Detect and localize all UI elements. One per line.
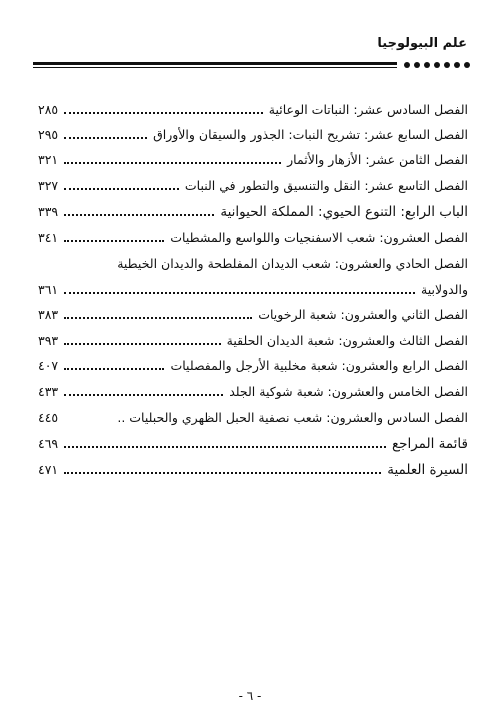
toc-entry-title: الفصل السادس والعشرون: شعب نصفية الحبل الظهري والحبليات .. xyxy=(117,410,468,425)
toc-entry xyxy=(38,146,468,168)
toc-entry-title: الباب الرابع: التنوع الحيوي: المملكة الحيوانية xyxy=(220,204,468,220)
toc-entry xyxy=(38,404,468,426)
toc-entry-page: ٢٩٥ xyxy=(38,127,59,142)
toc-entry-part xyxy=(38,198,468,220)
toc-entry xyxy=(38,378,468,400)
toc-entry-page: ٣٩٣ xyxy=(38,333,59,348)
toc-leader-dots xyxy=(64,137,147,139)
toc-leader-dots xyxy=(64,240,164,242)
toc-leader-dots xyxy=(64,446,386,448)
toc-entry-backmatter xyxy=(38,456,468,478)
toc-entry-title: الفصل الثاني والعشرون: شعبة الرخويات xyxy=(258,307,468,322)
toc-entry-title-line1: الفصل الحادي والعشرون: شعب الديدان المفلطحة والديدان الخيطية xyxy=(117,256,468,271)
toc-leader-dots xyxy=(64,188,179,190)
toc-leader-dots xyxy=(64,292,415,294)
toc-entry xyxy=(38,96,468,118)
toc-entry-page: ٢٨٥ xyxy=(38,102,59,117)
toc-entry xyxy=(38,352,468,374)
toc-entry-title: الفصل الثامن عشر: الأزهار والأثمار xyxy=(287,152,468,167)
toc-entry-title: الفصل العشرون: شعب الاسفنجيات واللواسع والمشطيات xyxy=(170,230,468,245)
page-number: - ٦ - xyxy=(238,689,262,703)
toc-entry xyxy=(38,121,468,143)
toc-entry-backmatter xyxy=(38,430,468,452)
toc-entry-title: الفصل السابع عشر: تشريح النبات: الجذور والسيقان والأوراق xyxy=(153,127,468,142)
toc-entry-page: ٤٧١ xyxy=(38,462,59,477)
toc-leader-dots xyxy=(64,343,220,345)
toc-entry xyxy=(38,301,468,323)
toc-entry-page: ٤٠٧ xyxy=(38,358,59,373)
toc-entry-title: الفصل الثالث والعشرون: شعبة الديدان الحلقية xyxy=(226,333,468,348)
toc-entry-title: السيرة العلمية xyxy=(387,462,468,478)
toc-entry-page: ٣٤١ xyxy=(38,230,59,245)
toc-entry-title: والدولابية xyxy=(421,282,468,297)
toc-entry-page: ٣٢٧ xyxy=(38,178,59,193)
toc-entry-title: الفصل السادس عشر: النباتات الوعائية xyxy=(268,102,468,117)
toc-entry xyxy=(38,276,468,298)
toc-entry-page: ٤٣٣ xyxy=(38,384,59,399)
toc-entry-title: الفصل التاسع عشر: النقل والتنسيق والتطور في النبات xyxy=(184,178,468,193)
toc-entry-title: الفصل الخامس والعشرون: شعبة شوكية الجلد xyxy=(229,384,468,399)
toc-entry-page: ٤٦٩ xyxy=(38,436,59,451)
toc-entry-page: ٣٦١ xyxy=(38,282,59,297)
toc-entry-page: ٤٤٥ xyxy=(38,410,59,425)
toc-leader-dots xyxy=(64,368,164,370)
toc-entry xyxy=(38,172,468,194)
toc-entry xyxy=(38,224,468,246)
toc-entry-title: الفصل الرابع والعشرون: شعبة مخلبية الأرجل والمفصليات xyxy=(170,358,468,373)
toc-leader-dots xyxy=(64,472,381,474)
toc-leader-dots xyxy=(64,214,214,216)
toc-entry xyxy=(38,327,468,349)
toc-leader-dots xyxy=(64,162,281,164)
toc-entry-title: قائمة المراجع xyxy=(391,436,468,452)
toc-leader-dots xyxy=(64,394,223,396)
toc-entry-page: ٣٣٩ xyxy=(38,204,59,219)
toc-entry-page: ٣٢١ xyxy=(38,152,59,167)
running-header-title: علم البيولوجيا xyxy=(377,36,467,51)
toc-entry-page: ٣٨٣ xyxy=(38,307,59,322)
toc-leader-dots xyxy=(64,317,252,319)
toc-leader-dots xyxy=(64,112,263,114)
